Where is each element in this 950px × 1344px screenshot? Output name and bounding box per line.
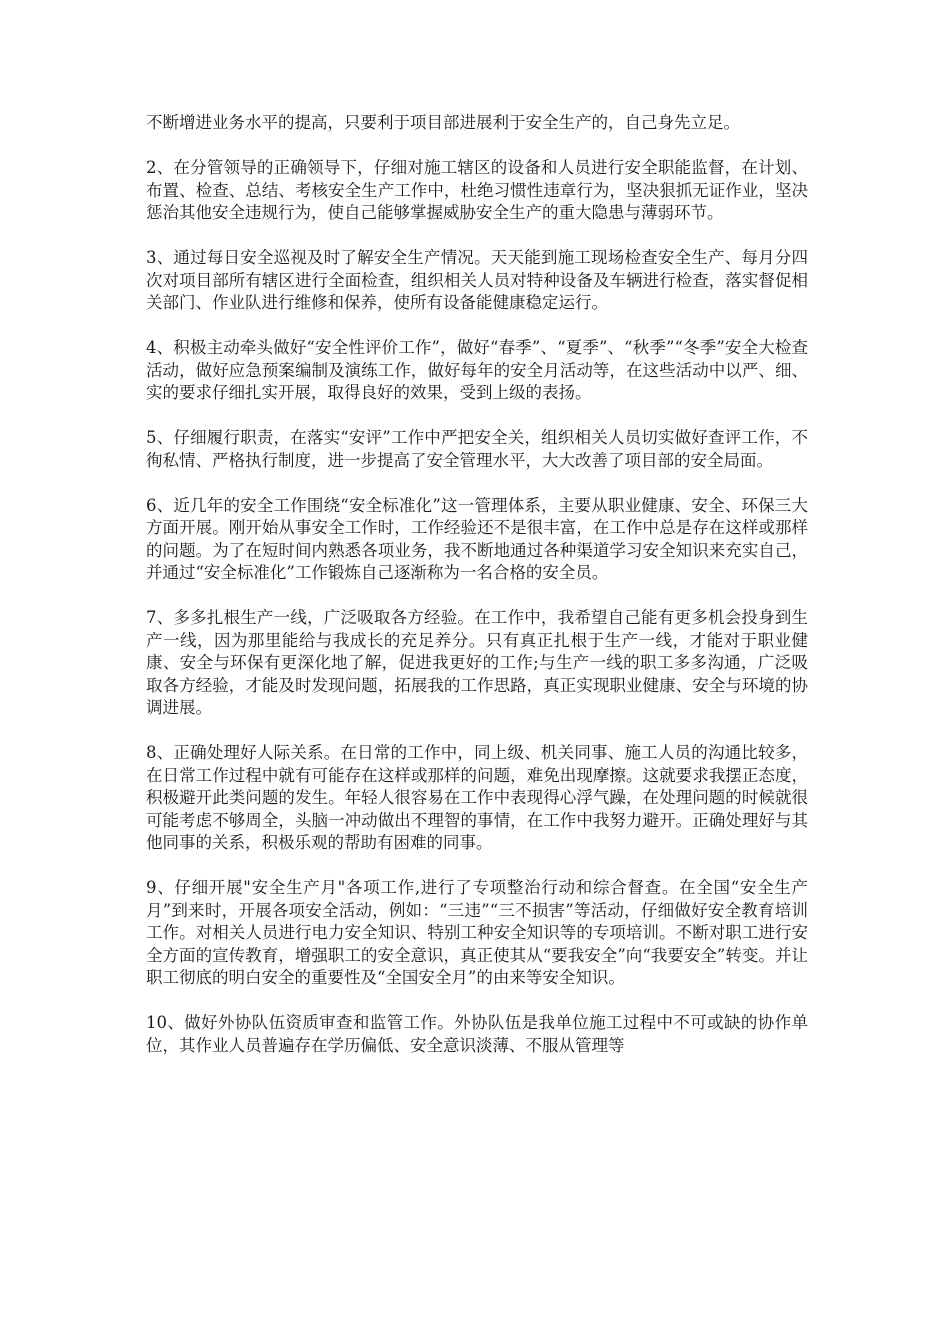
paragraph-10: 10、做好外协队伍资质审查和监管工作。外协队伍是我单位施工过程中不可或缺的协作单位，其作业人员普遍存在学历偏低、安全意识淡薄、不服从管理等	[146, 1013, 808, 1055]
paragraph-1: 不断增进业务水平的提高，只要利于项目部进展利于安全生产的，自己身先立足。	[146, 113, 740, 132]
document-body	[146, 112, 808, 1080]
paragraph-6: 6、近几年的安全工作围绕“安全标准化”这一管理体系，主要从职业健康、安全、环保三大方面开展。刚开始从事安全工作时，工作经验还不是很丰富，在工作中总是存在这样或那样的问题。为了在短时间内熟悉各项业务，我不断地通过各种渠道学习安全知识来充实自己，并通过“安全标准化”工作锻炼自己逐渐称为一名合格的安全员。	[146, 495, 808, 582]
paragraph-4: 4、积极主动牵头做好“安全性评价工作”，做好“春季”、“夏季”、“秋季”“冬季”安全大检查活动，做好应急预案编制及演练工作，做好每年的安全月活动等，在这些活动中以严、细、实的要求仔细扎实开展，取得良好的效果，受到上级的表扬。	[146, 338, 808, 402]
paragraph-7: 7、多多扎根生产一线，广泛吸取各方经验。在工作中，我希望自己能有更多机会投身到生产一线，因为那里能给与我成长的充足养分。只有真正扎根于生产一线，才能对于职业健康、安全与环保有更深化地了解，促进我更好的工作;与生产一线的职工多多沟通，广泛吸取各方经验，才能及时发现问题，拓展我的工作思路，真正实现职业健康、安全与环境的协调进展。	[146, 608, 808, 717]
paragraph-8: 8、正确处理好人际关系。在日常的工作中，同上级、机关同事、施工人员的沟通比较多，在日常工作过程中就有可能存在这样或那样的问题，难免出现摩擦。这就要求我摆正态度，积极避开此类问题的发生。年轻人很容易在工作中表现得心浮气躁，在处理问题的时候就很可能考虑不够周全，头脑一冲动做出不理智的事情，在工作中我努力避开。正确处理好与其他同事的关系，积极乐观的帮助有困难的同事。	[146, 743, 808, 852]
paragraph-3: 3、通过每日安全巡视及时了解安全生产情况。天天能到施工现场检查安全生产、每月分四次对项目部所有辖区进行全面检查，组织相关人员对特种设备及车辆进行检查，落实督促相关部门、作业队进行维修和保养，使所有设备能健康稳定运行。	[146, 248, 808, 312]
paragraph-5: 5、仔细履行职责，在落实“安评”工作中严把安全关，组织相关人员切实做好查评工作，不徇私情、严格执行制度，进一步提高了安全管理水平，大大改善了项目部的安全局面。	[146, 428, 808, 470]
paragraph-2: 2、在分管领导的正确领导下，仔细对施工辖区的设备和人员进行安全职能监督，在计划、布置、检查、总结、考核安全生产工作中，杜绝习惯性违章行为，坚决狠抓无证作业，坚决惩治其他安全违规行为，使自己能够掌握威胁安全生产的重大隐患与薄弱环节。	[146, 158, 808, 222]
paragraph-9: 9、仔细开展"安全生产月"各项工作,进行了专项整治行动和综合督查。在全国“安全生产月”到来时，开展各项安全活动，例如：“三违”“三不损害”等活动，仔细做好安全教育培训工作。对相关人员进行电力安全知识、特别工种安全知识等的专项培训。不断对职工进行安全方面的宣传教育，增强职工的安全意识，真正使其从“要我安全”向“我要安全”转变。并让职工彻底的明白安全的重要性及“全国安全月”的由来等安全知识。	[146, 878, 808, 987]
